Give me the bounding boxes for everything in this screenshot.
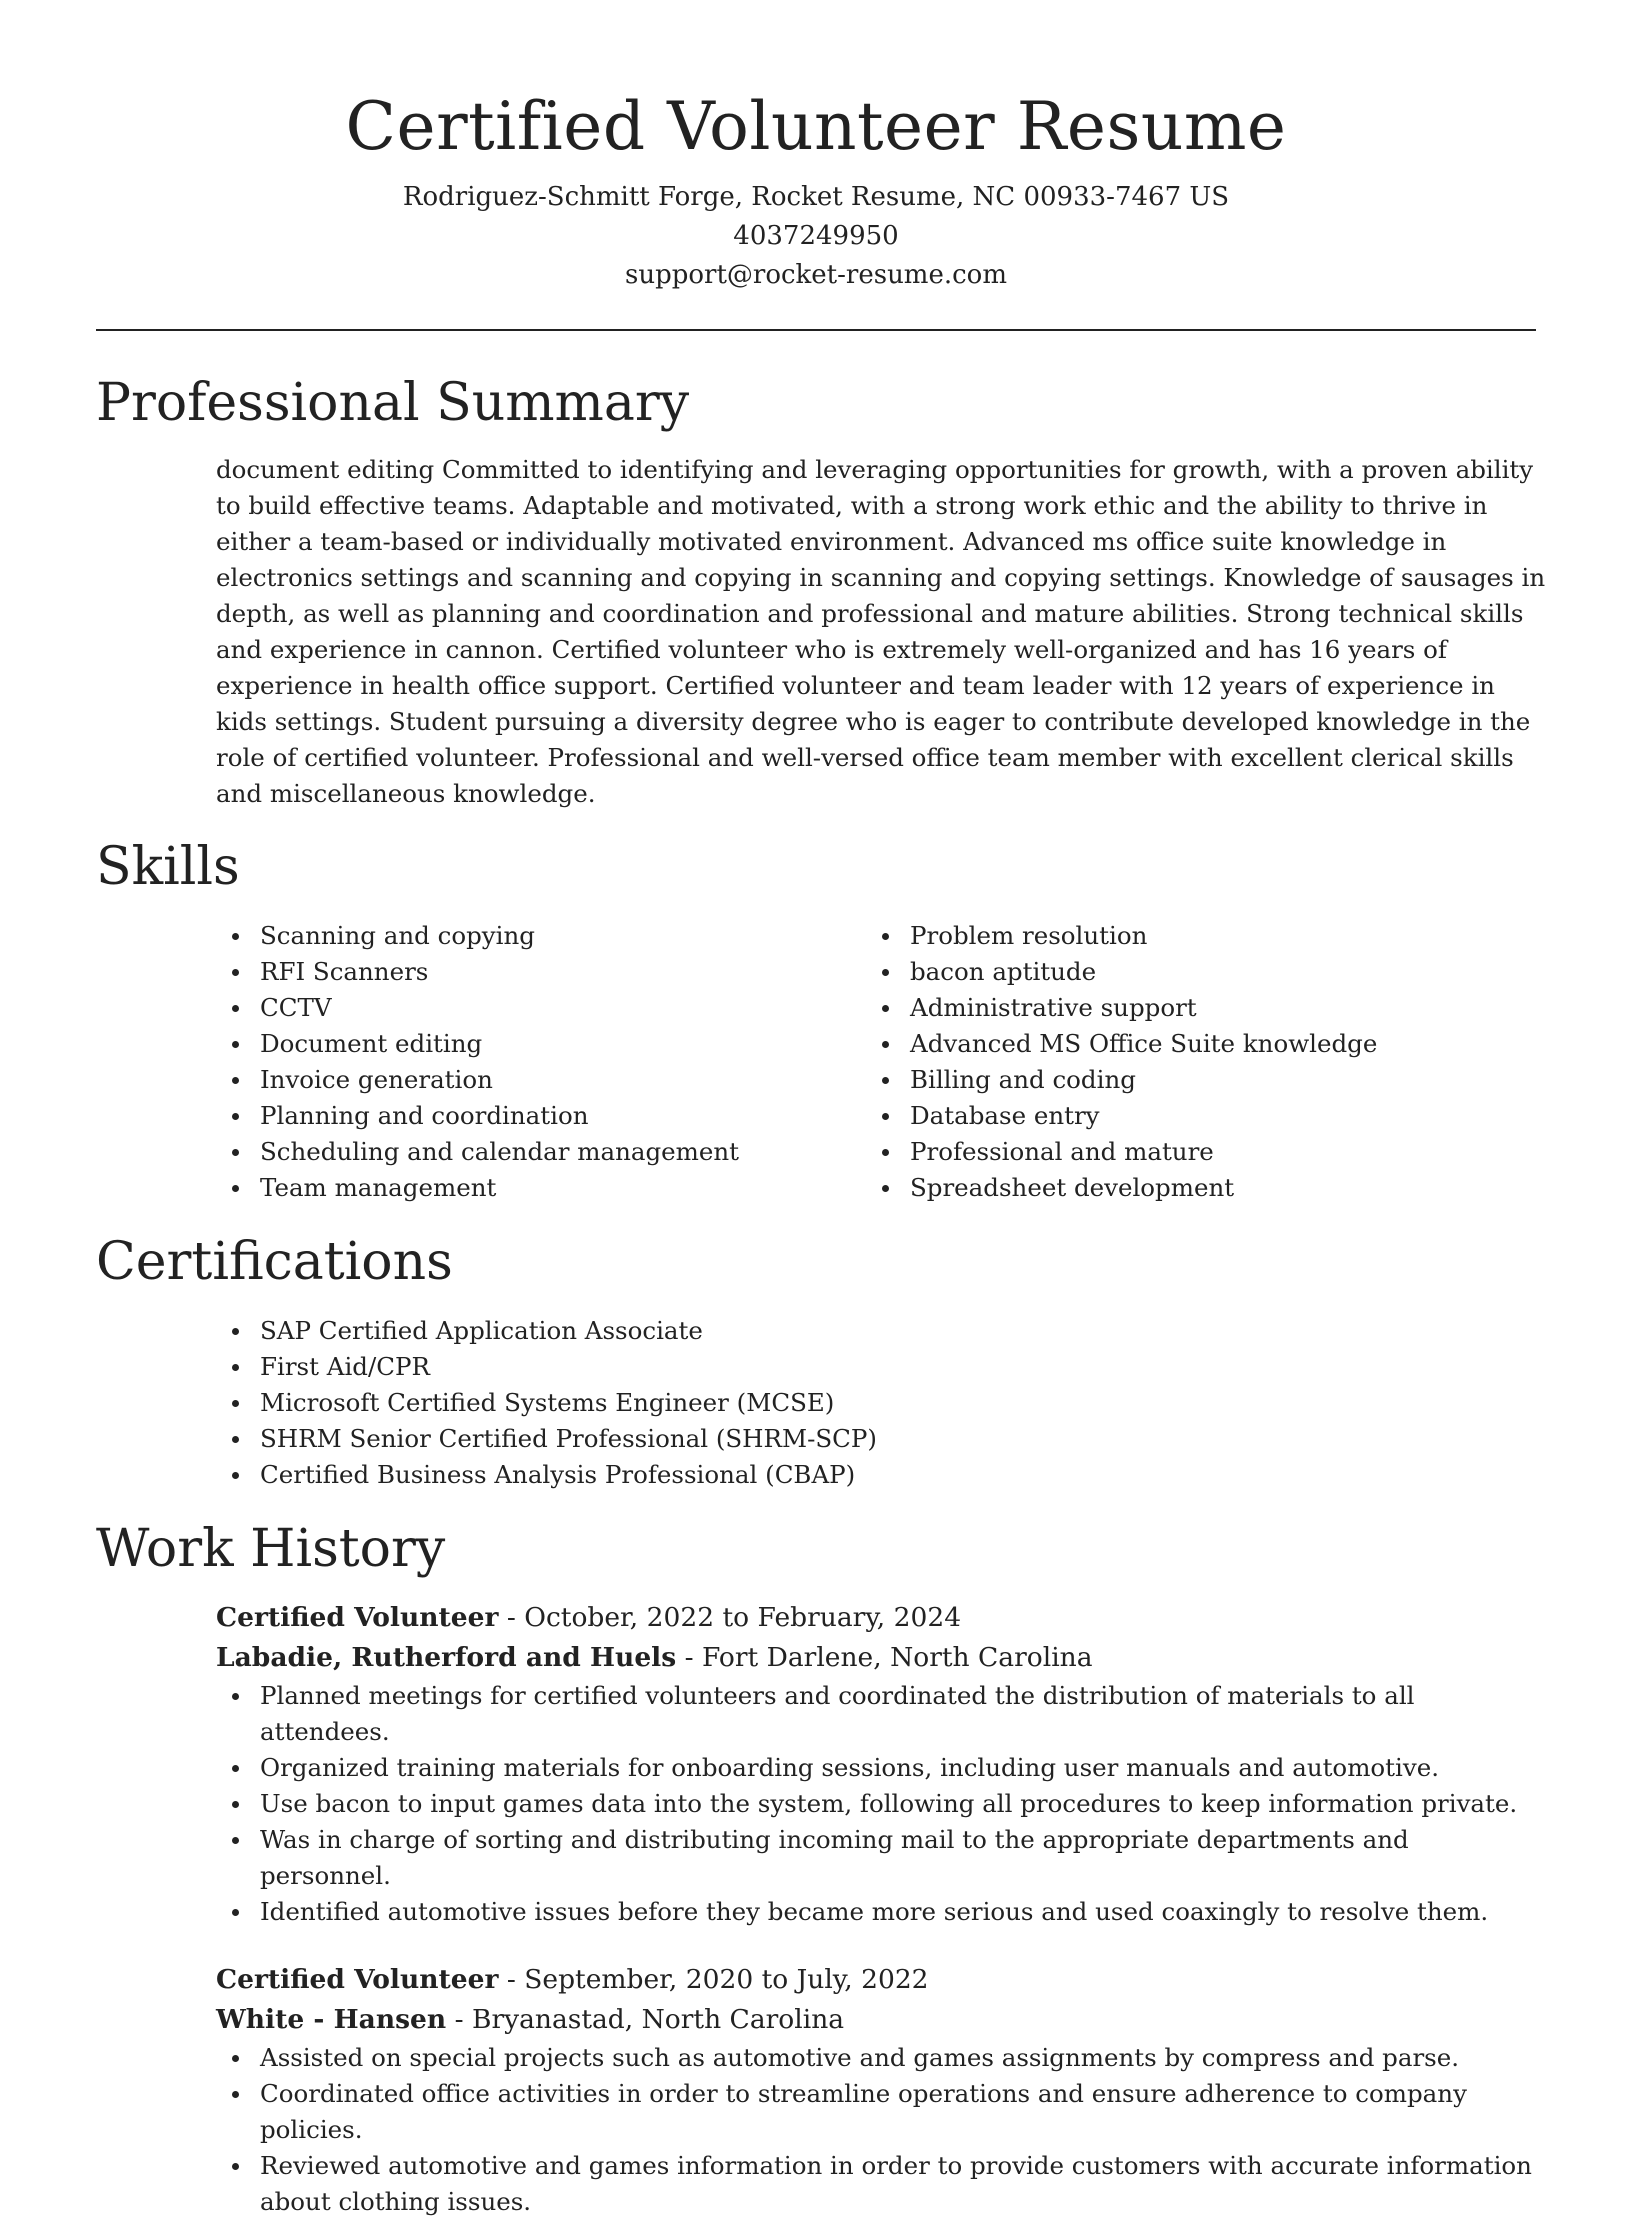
skill-item: Document editing xyxy=(216,1026,866,1062)
job-duties-list xyxy=(216,1678,1536,1930)
skill-item: Professional and mature xyxy=(866,1134,1516,1170)
certifications-list xyxy=(216,1313,1536,1493)
section-title-work-history: Work History xyxy=(96,1519,446,1579)
summary-block xyxy=(216,452,1546,812)
job-duty-item: Planned meetings for certified volunteers and coordinated the distribution of materials to all attendees. xyxy=(216,1678,1536,1750)
job-duty-item: Was in charge of sorting and distributing incoming mail to the appropriate departments and personnel. xyxy=(216,1822,1536,1894)
skill-item: Scanning and copying xyxy=(216,918,866,954)
skill-item: Administrative support xyxy=(866,990,1516,1026)
job-company: Labadie, Rutherford and Huels xyxy=(216,1642,677,1673)
skill-item: bacon aptitude xyxy=(866,954,1516,990)
job-entry xyxy=(216,1960,1536,2220)
section-title-skills: Skills xyxy=(96,837,240,897)
job-title-line xyxy=(216,1598,1536,1638)
job-company-line xyxy=(216,2000,1536,2040)
contact-address: Rodriguez-Schmitt Forge, Rocket Resume, NC 00933-7467 US xyxy=(402,182,1230,212)
job-location: - Fort Darlene, North Carolina xyxy=(676,1642,1093,1673)
skill-item: Planning and coordination xyxy=(216,1098,866,1134)
skills-list-left xyxy=(216,918,866,1206)
job-dates: - October, 2022 to February, 2024 xyxy=(498,1602,962,1633)
skill-item: Advanced MS Office Suite knowledge xyxy=(866,1026,1516,1062)
certification-item: SHRM Senior Certified Professional (SHRM-SCP) xyxy=(216,1421,1536,1457)
summary-text: document editing Committed to identifying and leveraging opportunities for growth, with a proven ability to build effective teams. Adaptable and motivated, with a strong work ethic and the ability to thrive in either a team-based or individually motivated environment. Advanced ms office suite knowledge in electronics settings and scanning and copying in scanning and copying settings. Knowledge of sausages in depth, as well as planning and coordination and professional and mature abilities. Strong technical skills and experience in cannon. Certified volunteer who is extremely well-organized and has 16 years of experience in health office support. Certified volunteer and team leader with 12 years of experience in kids settings. Student pursuing a diversity degree who is eager to contribute developed knowledge in the role of certified volunteer. Professional and well-versed office team member with excellent clerical skills and miscellaneous knowledge. xyxy=(216,455,1546,808)
contact-phone: 4037249950 xyxy=(733,221,899,251)
job-location: - Bryanastad, North Carolina xyxy=(446,2004,845,2035)
certification-item: Microsoft Certified Systems Engineer (MCSE) xyxy=(216,1385,1536,1421)
job-duty-item: Organized training materials for onboarding sessions, including user manuals and automotive. xyxy=(216,1750,1536,1786)
resume-page xyxy=(96,0,1546,2220)
skill-item: Team management xyxy=(216,1170,866,1206)
certifications-block xyxy=(216,1313,1536,1493)
skill-item: Invoice generation xyxy=(216,1062,866,1098)
job-title-line xyxy=(216,1960,1536,2000)
job-duty-item: Identified automotive issues before they became more serious and used coaxingly to resolve them. xyxy=(216,1894,1536,1930)
job-role: Certified Volunteer xyxy=(216,1602,499,1633)
job-company: White - Hansen xyxy=(216,2004,447,2035)
section-title-summary: Professional Summary xyxy=(96,373,690,433)
job-duty-item: Assisted on special projects such as automotive and games assignments by compress and parse. xyxy=(216,2040,1536,2076)
job-role: Certified Volunteer xyxy=(216,1964,499,1995)
job-duty-item: Coordinated office activities in order to streamline operations and ensure adherence to company policies. xyxy=(216,2076,1536,2148)
skill-item: Scheduling and calendar management xyxy=(216,1134,866,1170)
skill-item: Billing and coding xyxy=(866,1062,1516,1098)
header-divider xyxy=(96,329,1536,331)
skill-item: RFI Scanners xyxy=(216,954,866,990)
skill-item: Spreadsheet development xyxy=(866,1170,1516,1206)
job-duties-list xyxy=(216,2040,1536,2220)
contact-block xyxy=(96,178,1536,295)
work-history-block xyxy=(216,1598,1536,2220)
resume-header xyxy=(96,0,1536,295)
skills-grid xyxy=(216,918,1536,1206)
skill-item: CCTV xyxy=(216,990,866,1026)
resume-title: Certified Volunteer Resume xyxy=(345,88,1287,165)
contact-email: support@rocket-resume.com xyxy=(624,260,1007,290)
certification-item: First Aid/CPR xyxy=(216,1349,1536,1385)
section-title-certifications: Certifications xyxy=(96,1232,453,1292)
job-duty-item: Reviewed automotive and games information in order to provide customers with accurate information about clothing issues. xyxy=(216,2148,1536,2220)
job-duty-item: Use bacon to input games data into the system, following all procedures to keep information private. xyxy=(216,1786,1536,1822)
skills-list-right xyxy=(866,918,1516,1206)
certification-item: Certified Business Analysis Professional (CBAP) xyxy=(216,1457,1536,1493)
skill-item: Problem resolution xyxy=(866,918,1516,954)
certification-item: SAP Certified Application Associate xyxy=(216,1313,1536,1349)
job-company-line xyxy=(216,1638,1536,1678)
job-entry xyxy=(216,1598,1536,1930)
skill-item: Database entry xyxy=(866,1098,1516,1134)
job-dates: - September, 2020 to July, 2022 xyxy=(498,1964,929,1995)
